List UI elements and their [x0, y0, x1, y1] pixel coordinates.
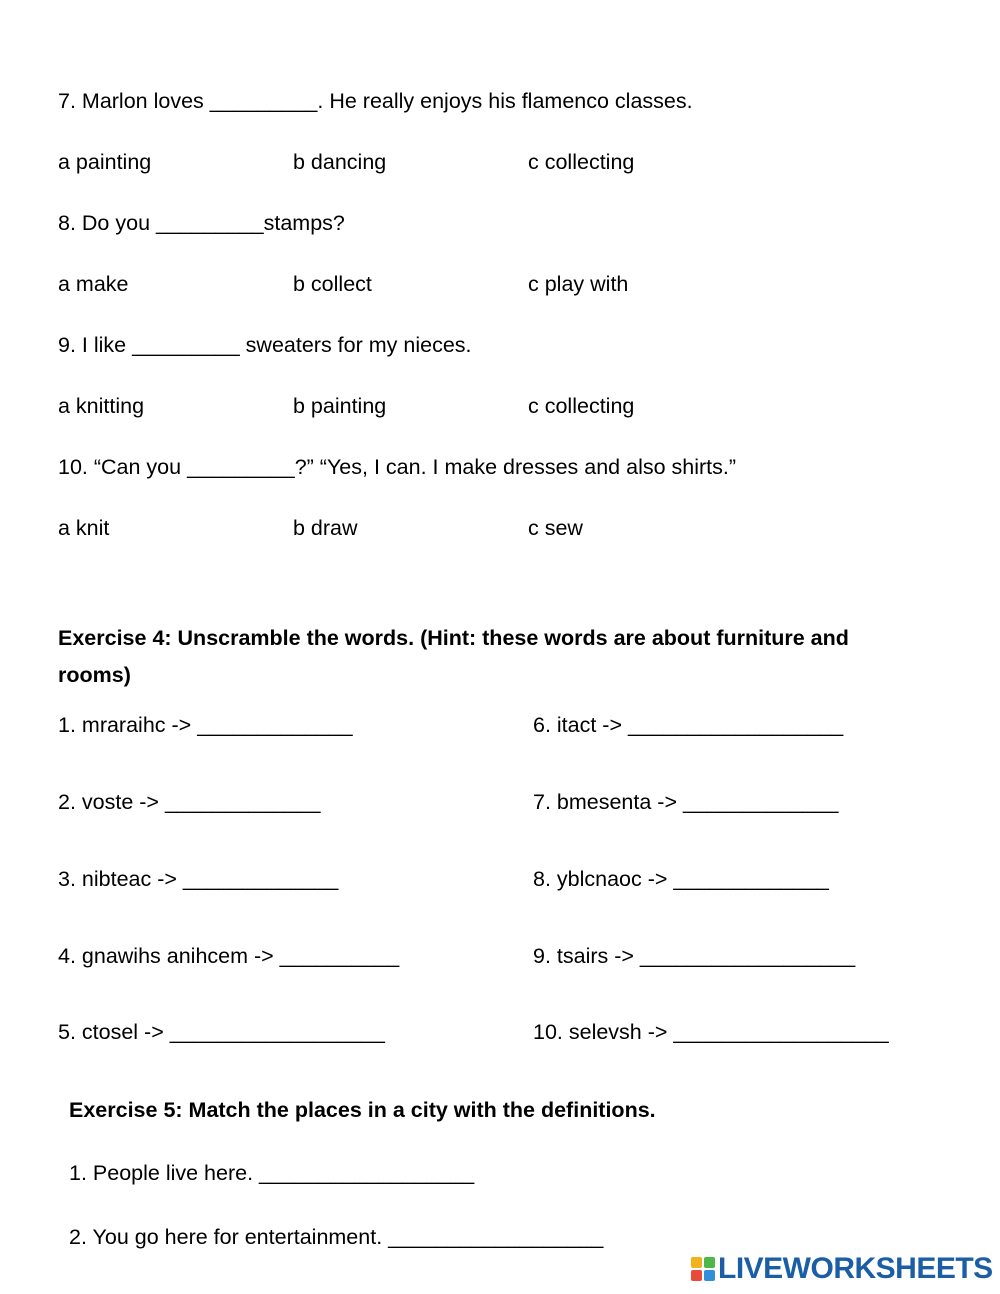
q10-option-b: b draw — [293, 516, 358, 540]
question-8-stem: 8. Do you _________stamps? — [58, 211, 345, 235]
unscramble-item-10: 10. selevsh -> __________________ — [533, 1020, 889, 1044]
unscramble-item-3: 3. nibteac -> _____________ — [58, 867, 339, 891]
q10-option-c: c sew — [528, 516, 583, 540]
exercise-5-title: Exercise 5: Match the places in a city with the definitions. — [69, 1098, 656, 1122]
unscramble-item-7: 7. bmesenta -> _____________ — [533, 790, 839, 814]
q7-option-b: b dancing — [293, 150, 387, 174]
q9-option-b: b painting — [293, 394, 387, 418]
unscramble-item-5: 5. ctosel -> __________________ — [58, 1020, 385, 1044]
match-item-1: 1. People live here. __________________ — [69, 1161, 475, 1185]
q7-option-c: c collecting — [528, 150, 635, 174]
unscramble-item-8: 8. yblcnaoc -> _____________ — [533, 867, 829, 891]
q8-option-c: c play with — [528, 272, 629, 296]
q9-option-a: a knitting — [58, 394, 145, 418]
liveworksheets-logo-icon — [690, 1256, 716, 1282]
question-7-stem: 7. Marlon loves _________. He really enjoys his flamenco classes. — [58, 89, 693, 113]
question-10-stem: 10. “Can you _________?” “Yes, I can. I make dresses and also shirts.” — [58, 455, 737, 479]
unscramble-item-6: 6. itact -> __________________ — [533, 713, 844, 737]
unscramble-item-1: 1. mraraihc -> _____________ — [58, 713, 353, 737]
match-item-2: 2. You go here for entertainment. __________________ — [69, 1225, 604, 1249]
q8-option-b: b collect — [293, 272, 372, 296]
question-9-stem: 9. I like _________ sweaters for my nieces. — [58, 333, 472, 357]
liveworksheets-logo-text: LIVEWORKSHEETS — [718, 1252, 993, 1285]
exercise-4-title-line1: Exercise 4: Unscramble the words. (Hint: these words are about furniture and — [58, 626, 849, 650]
unscramble-item-4: 4. gnawihs anihcem -> __________ — [58, 944, 400, 968]
unscramble-item-2: 2. voste -> _____________ — [58, 790, 321, 814]
q7-option-a: a painting — [58, 150, 152, 174]
unscramble-item-9: 9. tsairs -> __________________ — [533, 944, 856, 968]
q9-option-c: c collecting — [528, 394, 635, 418]
liveworksheets-logo — [690, 1252, 993, 1286]
q10-option-a: a knit — [58, 516, 110, 540]
exercise-4-title-line2: rooms) — [58, 663, 131, 687]
q8-option-a: a make — [58, 272, 129, 296]
